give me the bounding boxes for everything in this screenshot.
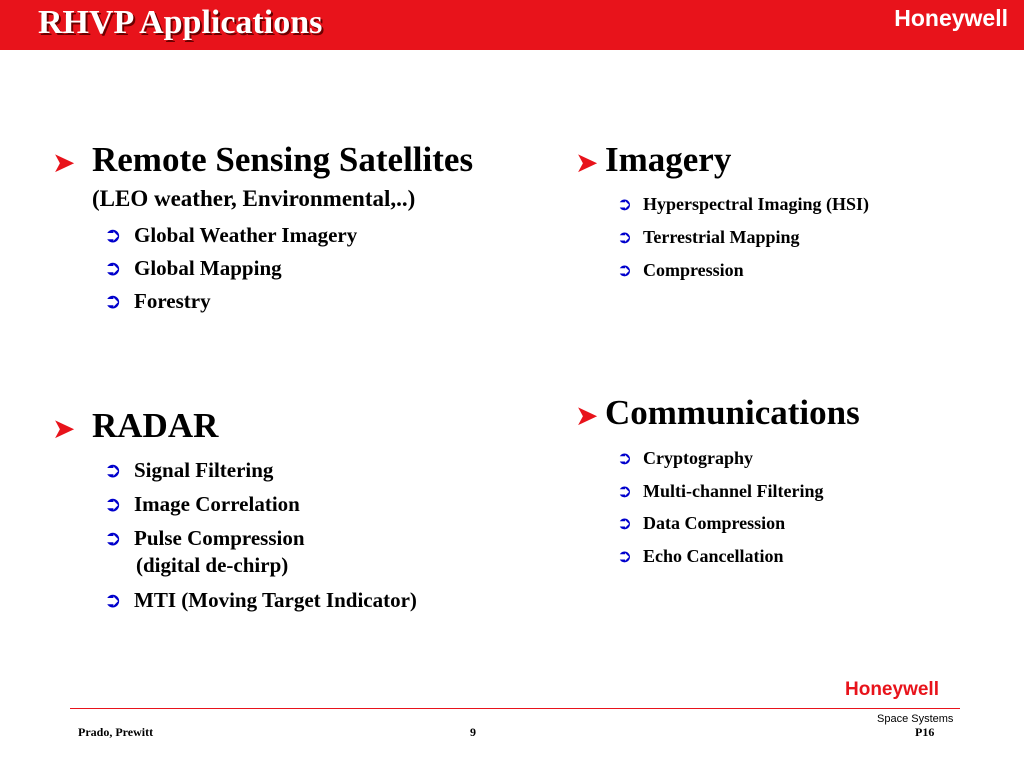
blue-curved-arrow-icon: ➲ (104, 289, 122, 313)
list-item: ➲ Image Correlation (104, 492, 300, 516)
blue-curved-arrow-icon: ➲ (104, 256, 122, 280)
blue-curved-arrow-icon: ➲ (617, 546, 633, 567)
blue-curved-arrow-icon: ➲ (104, 223, 122, 247)
division-label: Space Systems (877, 713, 954, 725)
list-item: ➲ Echo Cancellation (617, 546, 784, 567)
list-item: ➲ Global Weather Imagery (104, 223, 358, 247)
red-arrowhead-icon: ➤ (575, 399, 599, 432)
list-item: ➲ Hyperspectral Imaging (HSI) (617, 194, 869, 215)
honeywell-footer-logo: Honeywell (845, 679, 939, 700)
footer-divider (70, 708, 960, 709)
blue-curved-arrow-icon: ➲ (104, 588, 122, 612)
list-item: ➲ Cryptography (617, 448, 754, 469)
blue-curved-arrow-icon: ➲ (617, 260, 633, 281)
red-arrowhead-icon: ➤ (52, 146, 76, 179)
header-bar (0, 0, 1024, 50)
red-arrowhead-icon: ➤ (575, 146, 599, 179)
blue-curved-arrow-icon: ➲ (104, 458, 122, 482)
blue-curved-arrow-icon: ➲ (617, 513, 633, 534)
section-communications (575, 393, 1005, 573)
page-code: P16 (915, 725, 935, 739)
red-arrowhead-icon: ➤ (52, 412, 76, 445)
blue-curved-arrow-icon: ➲ (617, 194, 633, 215)
blue-curved-arrow-icon: ➲ (617, 481, 633, 502)
section-title: Remote Sensing Satellites (92, 140, 474, 179)
section-remote-sensing (52, 140, 552, 330)
list-item: ➲ Multi-channel Filtering (617, 481, 824, 502)
section-title: Communications (605, 393, 860, 432)
slide-title: RHVP Applications (38, 4, 323, 41)
section-imagery (575, 140, 1005, 290)
section-radar (52, 406, 552, 621)
list-item: ➲ Data Compression (617, 513, 786, 534)
list-item: ➲ Pulse Compression (104, 526, 305, 550)
list-item: ➲ Compression (617, 260, 744, 281)
list-item-continuation: (digital de-chirp) (136, 553, 289, 577)
list-item: ➲ MTI (Moving Target Indicator) (104, 588, 417, 612)
blue-curved-arrow-icon: ➲ (104, 526, 122, 550)
honeywell-logo: Honeywell (894, 5, 1008, 31)
page-number: 9 (470, 725, 476, 739)
list-item: ➲ Forestry (104, 289, 211, 313)
list-item: ➲ Terrestrial Mapping (617, 227, 800, 248)
section-subtitle: (LEO weather, Environmental,..) (92, 186, 416, 211)
list-item: ➲ Global Mapping (104, 256, 282, 280)
blue-curved-arrow-icon: ➲ (104, 492, 122, 516)
section-title: RADAR (92, 406, 219, 445)
section-title: Imagery (605, 140, 732, 179)
blue-curved-arrow-icon: ➲ (617, 448, 633, 469)
list-item: ➲ Signal Filtering (104, 458, 274, 482)
author-label: Prado, Prewitt (78, 725, 154, 739)
blue-curved-arrow-icon: ➲ (617, 227, 633, 248)
